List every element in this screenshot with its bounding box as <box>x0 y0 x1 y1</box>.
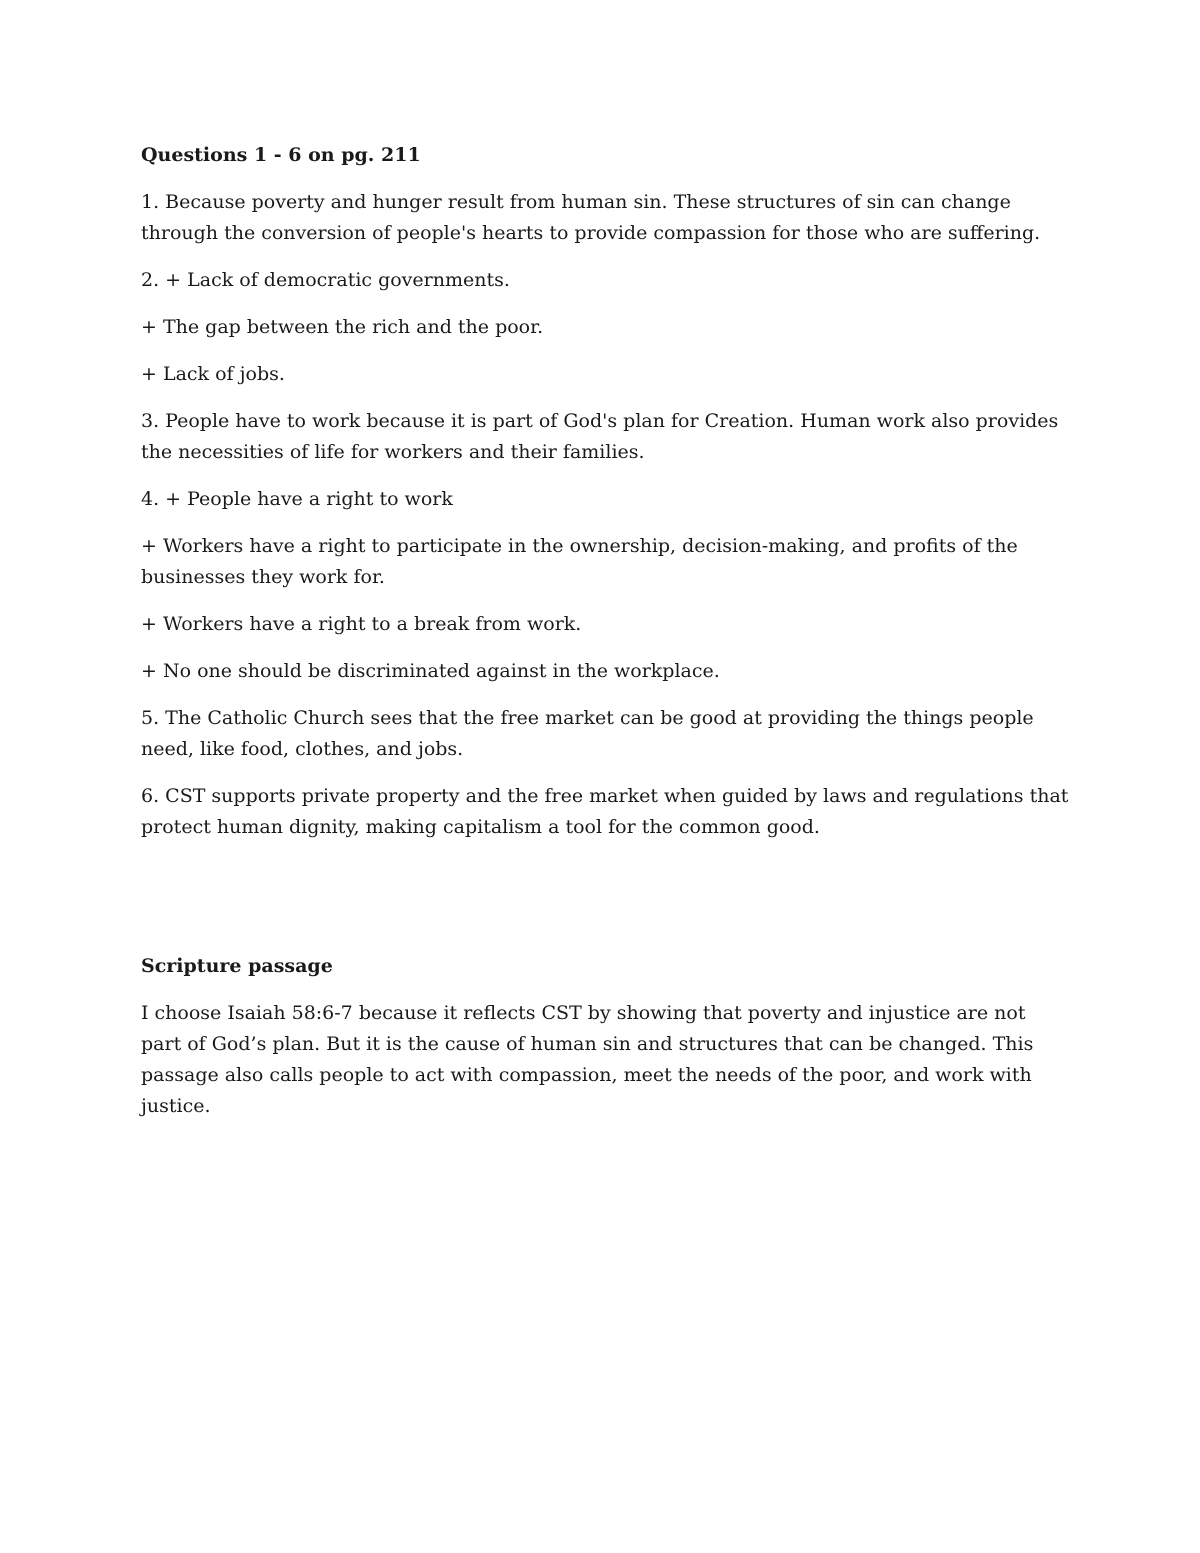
answer-2-item-1: 2. + Lack of democratic governments. <box>141 269 510 291</box>
questions-heading: Questions 1 - 6 on pg. 211 <box>141 144 421 166</box>
answer-4-item-3: + Workers have a right to a break from work. <box>141 613 582 635</box>
answer-2-item-2: + The gap between the rich and the poor. <box>141 316 544 338</box>
section-spacer <box>141 859 1071 951</box>
scripture-paragraph: I choose Isaiah 58:6-7 because it reflects CST by showing that poverty and injustice are not part of God’s plan. But it is the cause of human sin and structures that can be changed. This passage also calls people to act with compassion, meet the needs of the poor, and work with justice. <box>141 1002 1034 1117</box>
answer-2-item-3: + Lack of jobs. <box>141 363 285 385</box>
answer-1: 1. Because poverty and hunger result from human sin. These structures of sin can change through the conversion of people's hearts to provide compassion for those who are suffering. <box>141 191 1041 244</box>
answer-4-item-1: 4. + People have a right to work <box>141 488 453 510</box>
document-body <box>141 140 1071 1138</box>
answer-3: 3. People have to work because it is part of God's plan for Creation. Human work also provides the necessities of life for workers and their families. <box>141 410 1059 463</box>
answer-4-item-4: + No one should be discriminated against in the workplace. <box>141 660 720 682</box>
answer-4-item-2: + Workers have a right to participate in the ownership, decision-making, and profits of the businesses they work for. <box>141 535 1018 588</box>
answer-6: 6. CST supports private property and the free market when guided by laws and regulations that protect human dignity, making capitalism a tool for the common good. <box>141 785 1069 838</box>
answer-5: 5. The Catholic Church sees that the free market can be good at providing the things people need, like food, clothes, and jobs. <box>141 707 1034 760</box>
scripture-heading: Scripture passage <box>141 955 333 977</box>
